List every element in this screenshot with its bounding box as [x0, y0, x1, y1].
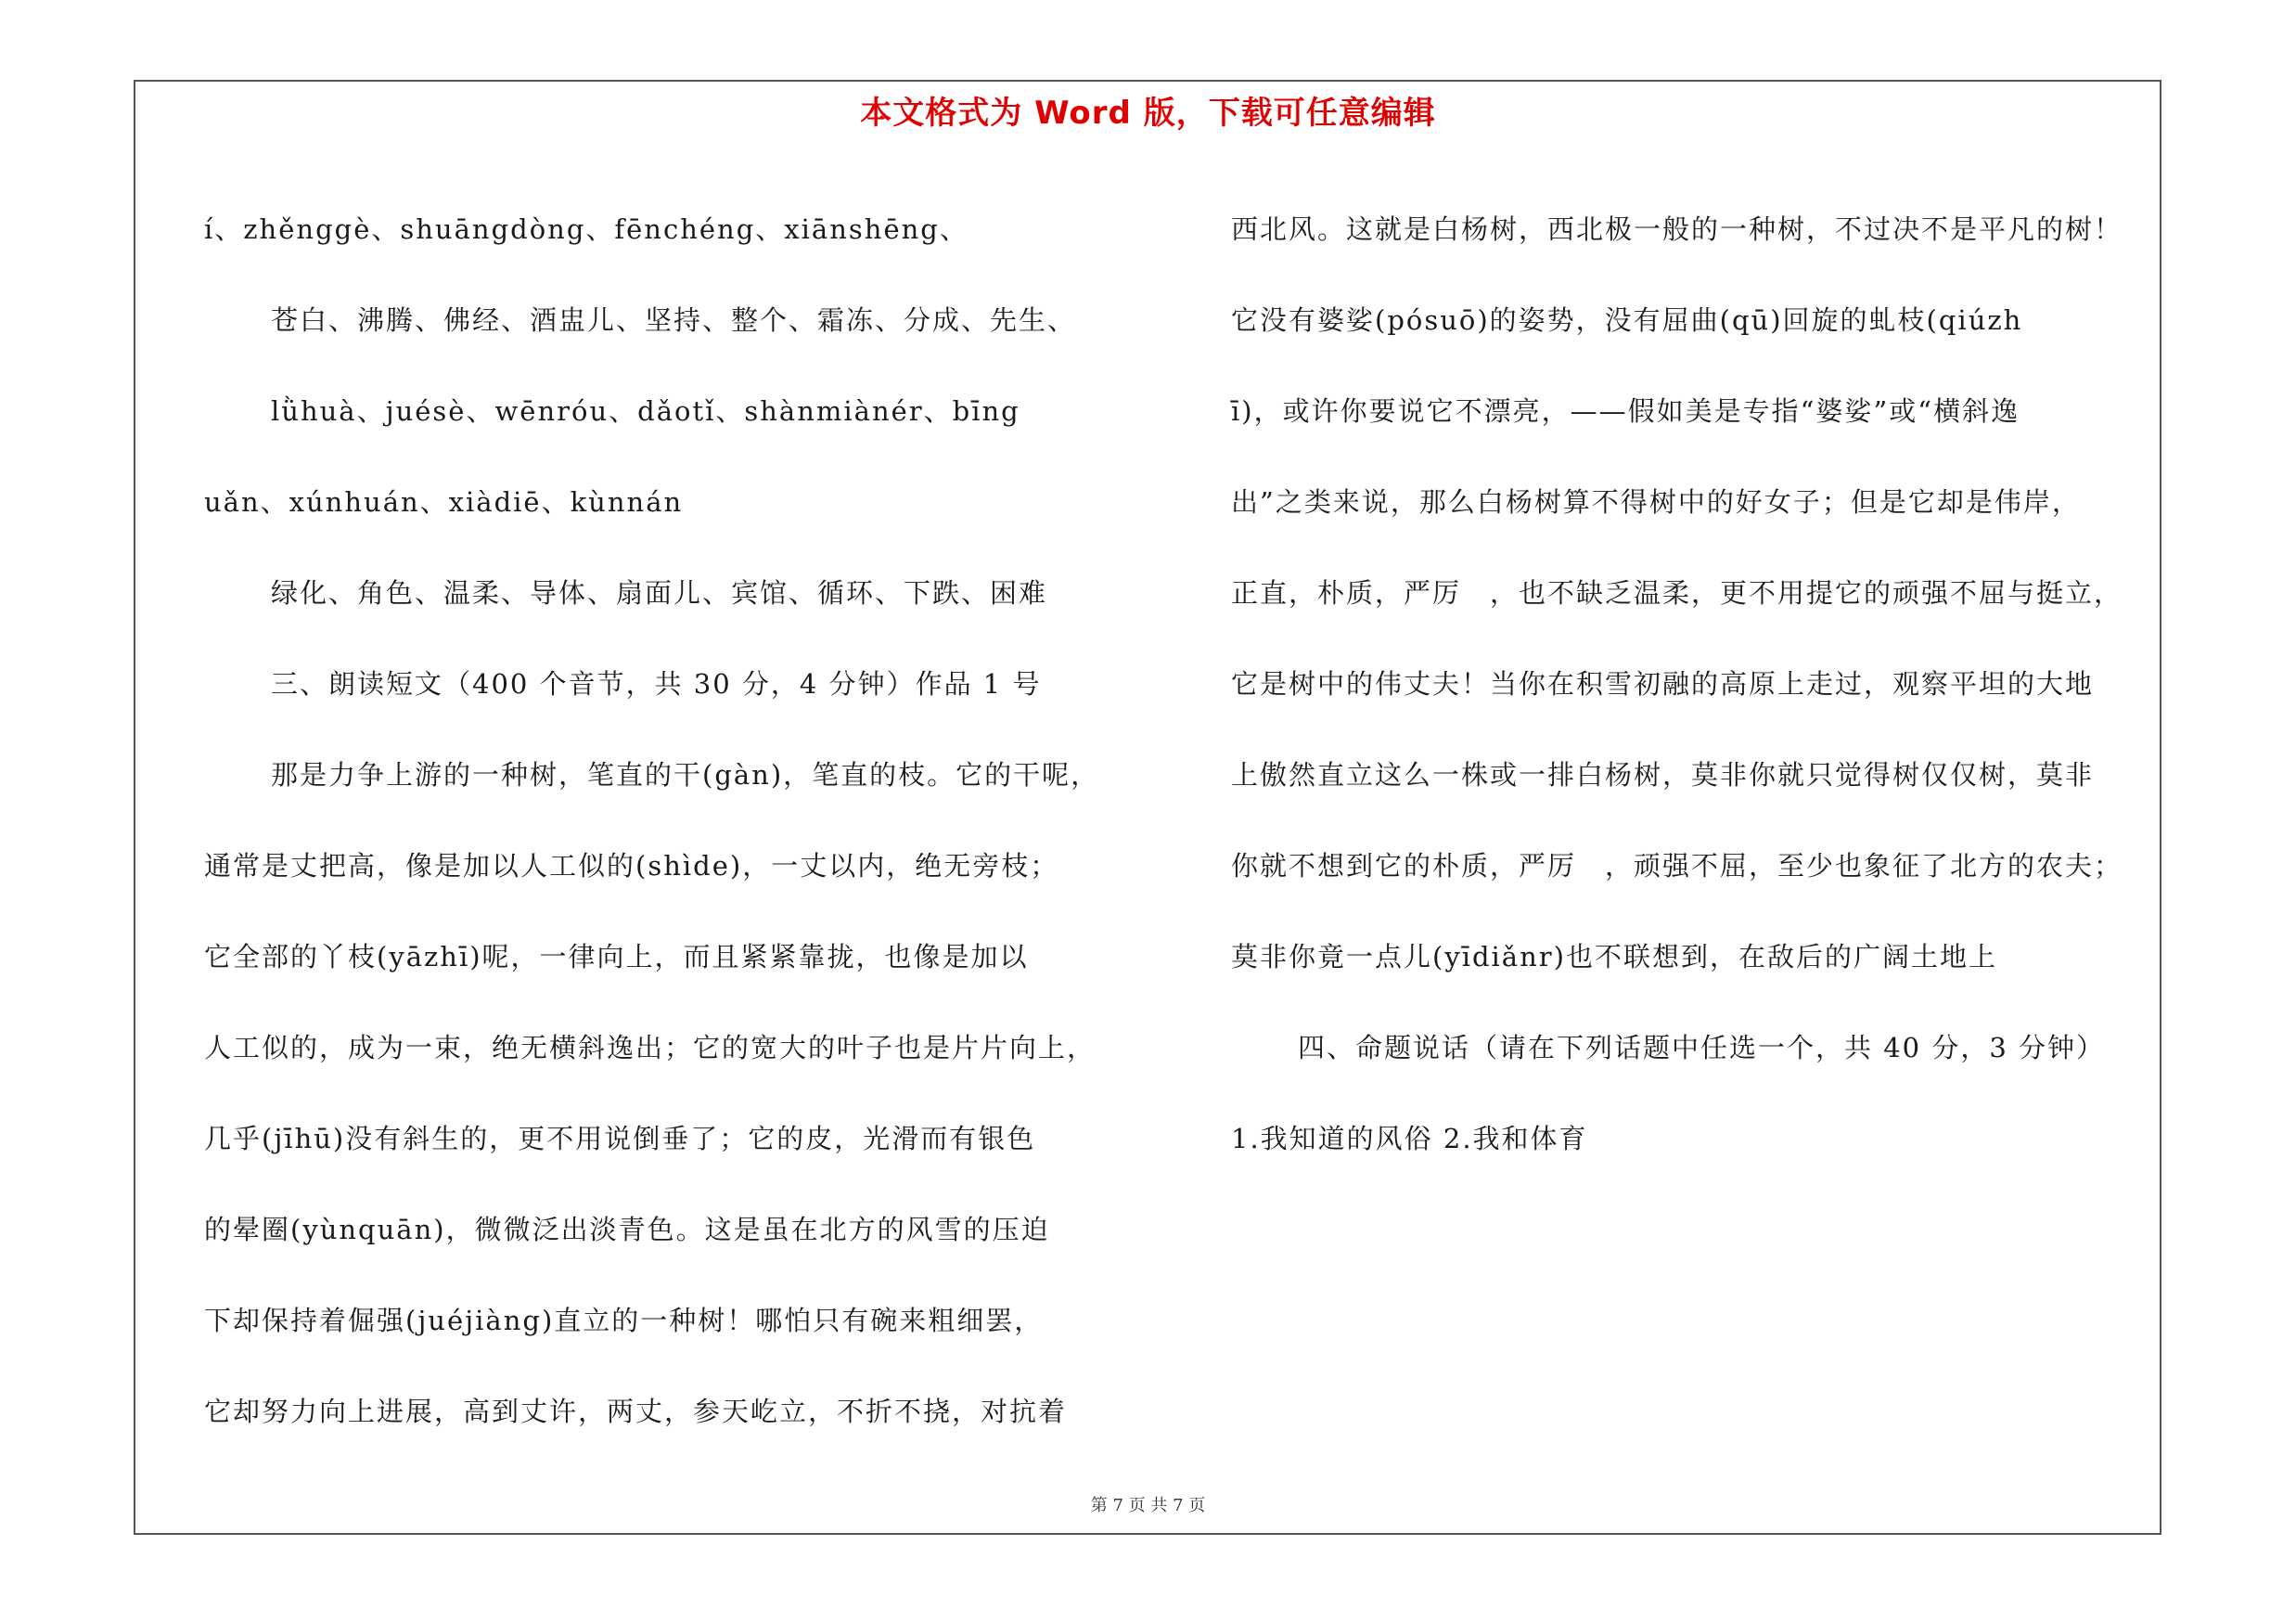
text-line: 你就不想到它的朴质，严厉 ，顽强不屈，至少也象征了北方的农夫；: [1231, 850, 2123, 882]
text-line: 三、朗读短文（400 个音节，共 30 分，4 分钟）作品 1 号: [271, 668, 1042, 700]
right-column: [1231, 184, 2159, 1184]
text-line: 出”之类来说，那么白杨树算不得树中的好女子；但是它却是伟岸，: [1231, 486, 2081, 518]
text-line: 通常是丈把高，像是加以人工似的(shìde)，一丈以内，绝无旁枝；: [204, 850, 1059, 882]
page-footer: 第 7 页 共 7 页: [1090, 1496, 1206, 1515]
text-line: 四、命题说话（请在下列话题中任选一个，共 40 分，3 分钟）: [1298, 1032, 2106, 1063]
text-line: 苍白、沸腾、佛经、酒盅儿、坚持、整个、霜冻、分成、先生、: [271, 304, 1077, 336]
left-column: [204, 184, 1150, 1457]
text-line: ī)，或许你要说它不漂亮，——假如美是专指“婆娑”或“横斜逸: [1231, 395, 2020, 427]
text-line: lǜhuà、juésè、wēnróu、dǎotǐ、shànmiànér、bīng: [271, 395, 1020, 427]
text-line: 正直，朴质，严厉 ，也不缺乏温柔，更不用提它的顽强不屈与挺立，: [1231, 577, 2123, 609]
text-line: 1.我知道的风俗 2.我和体育: [1231, 1123, 1588, 1154]
text-line: 莫非你竟一点儿(yīdiǎnr)也不联想到，在敌后的广阔土地上: [1231, 941, 1997, 973]
text-line: 人工似的，成为一束，绝无横斜逸出；它的宽大的叶子也是片片向上，: [204, 1032, 1097, 1063]
text-line: 下却保持着倔强(juéjiàng)直立的一种树！哪怕只有碗来粗细罢，: [204, 1305, 1044, 1336]
text-line: 西北风。这就是白杨树，西北极一般的一种树，不过决不是平凡的树！: [1231, 213, 2123, 245]
text-line: 它却努力向上进展，高到丈许，两丈，参天屹立，不折不挠，对抗着: [204, 1396, 1068, 1427]
text-line: 那是力争上游的一种树，笔直的干(gàn)，笔直的枝。它的干呢，: [271, 759, 1100, 791]
text-line: 上傲然直立这么一株或一排白杨树，莫非你就只觉得树仅仅树，莫非: [1231, 759, 2095, 791]
text-line: í、zhěnggè、shuāngdòng、fēnchéng、xiānshēng、: [204, 213, 968, 245]
text-line: uǎn、xúnhuán、xiàdiē、kùnnán: [204, 486, 684, 518]
text-line: 它没有婆娑(pósuō)的姿势，没有屈曲(qū)回旋的虬枝(qiúzh: [1231, 304, 2023, 336]
text-line: 的晕圈(yùnquān)，微微泛出淡青色。这是虽在北方的风雪的压迫: [204, 1214, 1050, 1245]
text-line: 它是树中的伟丈夫！当你在积雪初融的高原上走过，观察平坦的大地: [1231, 668, 2095, 700]
text-line: 绿化、角色、温柔、导体、扇面儿、宾馆、循环、下跌、困难: [271, 577, 1048, 609]
text-line: 它全部的丫枝(yāzhī)呢，一律向上，而且紧紧靠拢，也像是加以: [204, 941, 1029, 973]
text-line: 几乎(jīhū)没有斜生的，更不用说倒垂了；它的皮，光滑而有银色: [204, 1123, 1036, 1154]
header-banner: 本文格式为 Word 版，下载可任意编辑: [860, 95, 1436, 132]
